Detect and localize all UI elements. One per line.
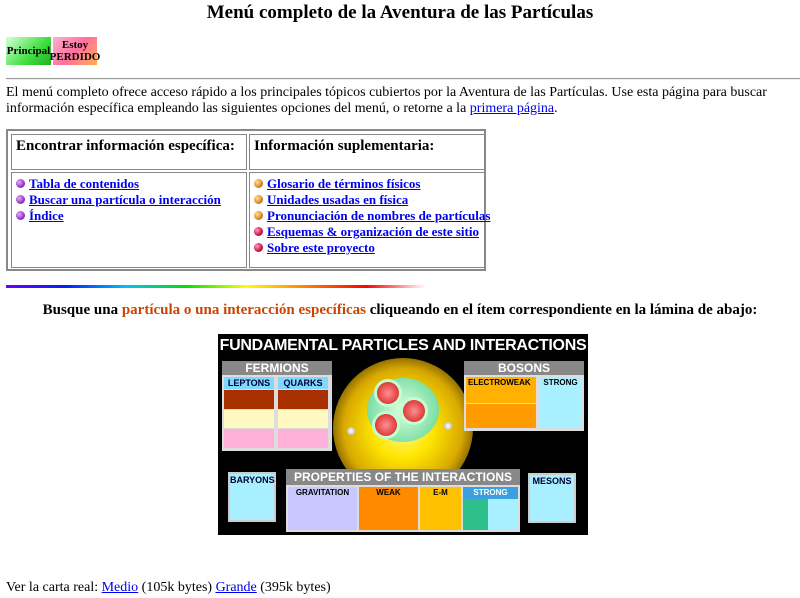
divider [6, 78, 800, 80]
page-title: Menú completo de la Aventura de las Partículas [206, 2, 594, 23]
intro-end: . [554, 101, 558, 116]
quarks-gen3[interactable] [278, 429, 328, 448]
weak-box[interactable]: WEAK [359, 487, 418, 530]
col2-body [249, 172, 491, 268]
strong-box[interactable]: STRONG [540, 377, 581, 428]
chart-title: FUNDAMENTAL PARTICLES AND INTERACTIONS [219, 337, 587, 354]
fermions-header[interactable]: FERMIONS [222, 361, 332, 375]
bullet-icon [254, 211, 263, 220]
electroweak-lower[interactable] [466, 404, 536, 428]
grande-link[interactable]: Grande [215, 580, 257, 595]
footer [6, 580, 331, 596]
primera-pagina-link[interactable]: primera página [469, 101, 555, 116]
sobre-proyecto-link[interactable]: Sobre este proyecto [267, 240, 375, 255]
prompt-post: cliqueando en el ítem correspondiente en la lámina de abajo: [365, 302, 758, 318]
quarks-header[interactable]: QUARKS [278, 377, 328, 389]
bosons-header[interactable]: BOSONS [464, 361, 584, 375]
prompt-text [0, 302, 800, 319]
list-item [254, 224, 480, 240]
medio-size: (105k bytes) [138, 580, 216, 595]
list-item [16, 176, 242, 192]
quarks-gen2[interactable] [278, 410, 328, 428]
medio-link[interactable]: Medio [101, 580, 139, 595]
col1-header: Encontrar información específica: [11, 134, 247, 170]
strong-interaction-label: STRONG [463, 487, 518, 499]
electroweak-box[interactable]: ELECTROWEAK [466, 377, 536, 403]
intro-paragraph [6, 85, 776, 117]
list-item [254, 240, 480, 256]
pronunciacion-link[interactable]: Pronunciación de nombres de partículas [267, 208, 491, 223]
prompt-pre: Busque una [42, 302, 122, 318]
bullet-icon [254, 195, 263, 204]
intro-text: El menú completo ofrece acceso rápido a los principales tópicos cubiertos por la Aventura de las Partículas. Use esta página para buscar información específica empleando las siguientes opciones del menú, o retorne a la [6, 85, 767, 116]
buscar-particula-link[interactable]: Buscar una partícula o interacción [29, 192, 221, 207]
unidades-link[interactable]: Unidades usadas en física [267, 192, 409, 207]
em-box[interactable]: E-M [420, 487, 461, 530]
grande-size: (395k bytes) [256, 580, 331, 595]
glosario-link[interactable]: Glosario de términos físicos [267, 176, 421, 191]
indice-link[interactable]: Índice [29, 208, 64, 223]
gravitation-box[interactable]: GRAVITATION [288, 487, 357, 530]
list-item [254, 192, 480, 208]
tabla-contenidos-link[interactable]: Tabla de contenidos [29, 176, 140, 191]
perdido-label-2: PERDIDO [49, 51, 101, 63]
estoy-perdido-button[interactable] [49, 37, 101, 65]
prompt-highlight: partícula o una interacción específicas [121, 302, 366, 318]
rainbow-divider [6, 285, 426, 288]
footer-pre: Ver la carta real: [6, 580, 102, 595]
quarks-gen1[interactable] [278, 390, 328, 409]
strong-interaction-box[interactable] [463, 487, 518, 530]
list-item [254, 208, 491, 224]
list-item [16, 208, 242, 224]
bullet-icon [16, 179, 25, 188]
menu-table [6, 129, 491, 271]
leptons-header[interactable]: LEPTONS [224, 377, 274, 389]
leptons-gen3[interactable] [224, 429, 274, 448]
baryons-box[interactable]: BARYONS [228, 472, 276, 522]
particle-chart-map[interactable] [218, 334, 588, 535]
list-item [16, 192, 242, 208]
properties-header[interactable]: PROPERTIES OF THE INTERACTIONS [286, 469, 520, 485]
list-item [254, 176, 480, 192]
leptons-gen2[interactable] [224, 410, 274, 428]
mesons-box[interactable]: MESONS [528, 473, 576, 523]
perdido-label-1: Estoy [61, 39, 89, 51]
bullet-icon [254, 227, 263, 236]
bullet-icon [16, 211, 25, 220]
principal-label: Principal [6, 45, 51, 57]
leptons-gen1[interactable] [224, 390, 274, 409]
bullet-icon [254, 243, 263, 252]
esquemas-link[interactable]: Esquemas & organización de este sitio [267, 224, 479, 239]
col2-header: Información suplementaria: [249, 134, 485, 170]
bullet-icon [16, 195, 25, 204]
principal-button[interactable] [6, 37, 51, 65]
col1-body [11, 172, 247, 268]
bullet-icon [254, 179, 263, 188]
